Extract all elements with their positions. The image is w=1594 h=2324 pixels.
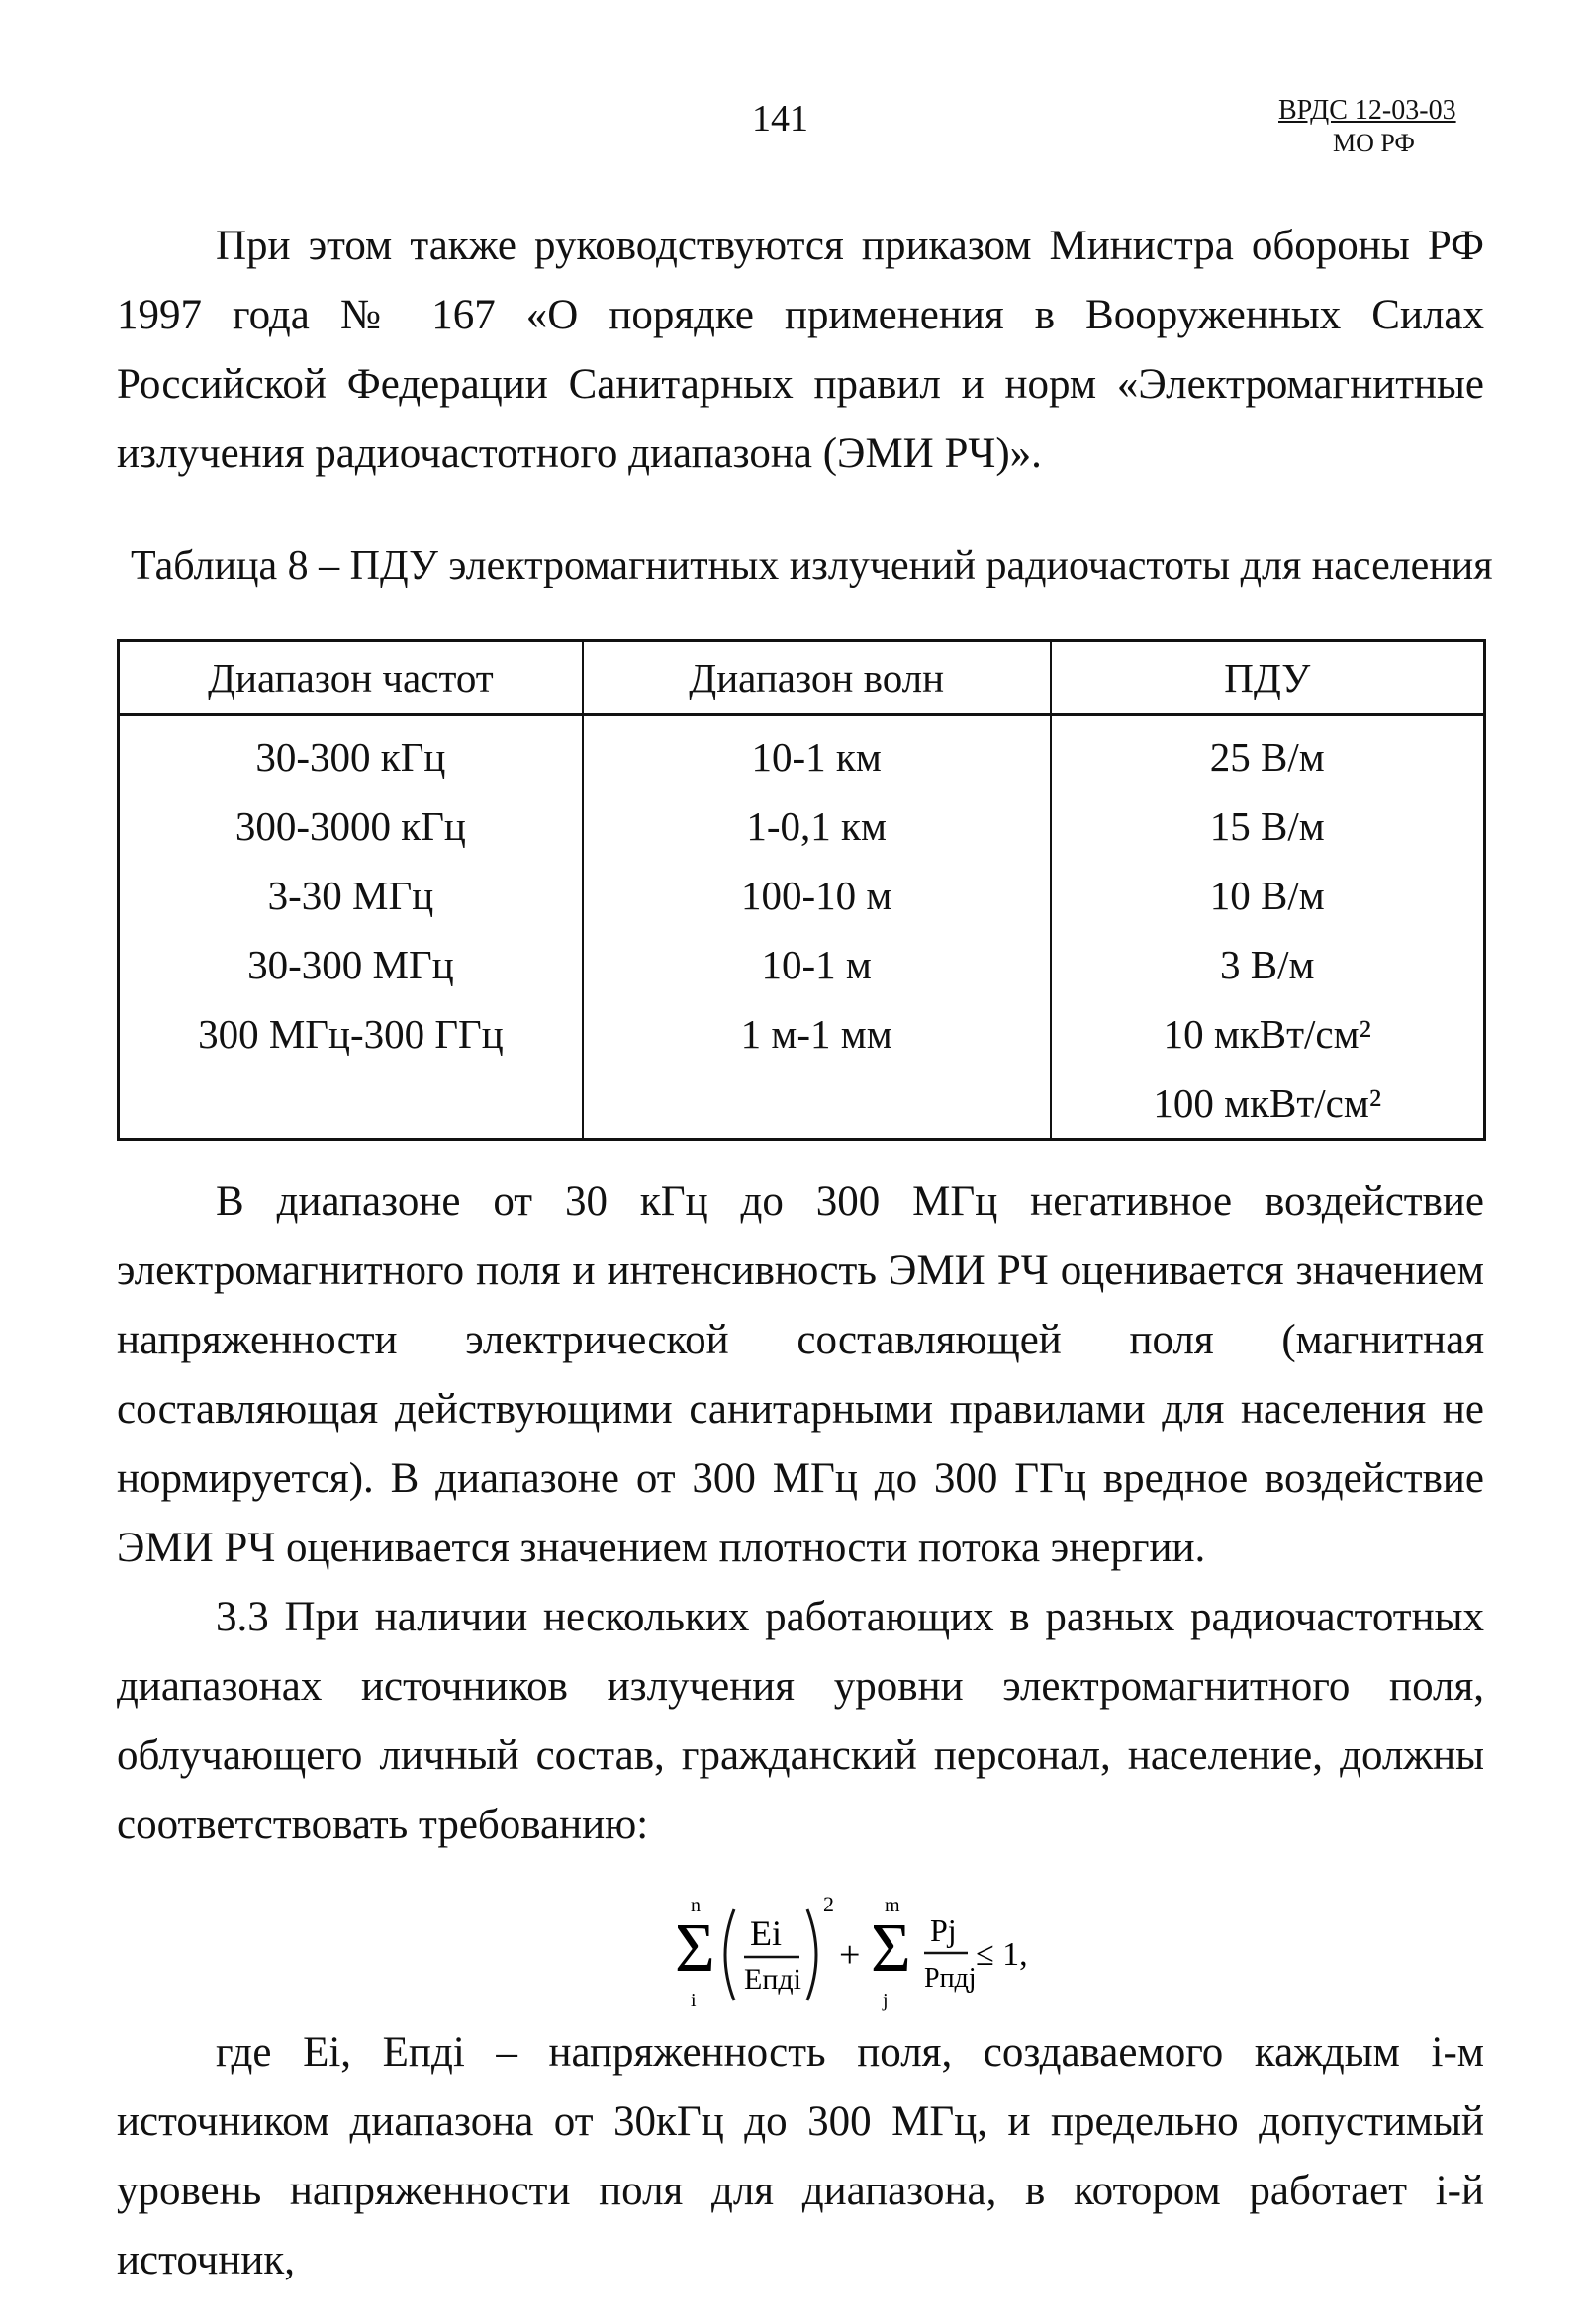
sum2-lower-limit: j xyxy=(883,1990,889,2011)
sigma-symbol: Σ xyxy=(675,1910,715,1987)
paragraph-requirement: 3.3 При наличии нескольких работающих в разных радиочастотных диапазонах источников излучения уровни электромагнитного поля, облучающего личный состав, гражданский персонал, население, должны соответствовать требованию: xyxy=(117,1594,1484,1848)
cell-frequency: 30-300 МГц xyxy=(119,930,583,999)
table-row xyxy=(119,715,1485,792)
table-header-row xyxy=(119,641,1485,715)
table-row xyxy=(119,999,1485,1069)
cell-wave: 10-1 м xyxy=(583,930,1051,999)
cell-wave xyxy=(583,1069,1051,1140)
cell-frequency: 300 МГц-300 ГГц xyxy=(119,999,583,1069)
cell-pdu: 25 В/м xyxy=(1051,715,1485,792)
table-row xyxy=(119,861,1485,930)
cell-wave: 1-0,1 км xyxy=(583,791,1051,861)
cell-frequency xyxy=(119,1069,583,1140)
cell-pdu: 15 В/м xyxy=(1051,791,1485,861)
sum1-lower-limit: i xyxy=(691,1990,697,2011)
exponent: 2 xyxy=(823,1892,834,1916)
cell-pdu: 10 мкВт/см² xyxy=(1051,999,1485,1069)
document-code: ВРДС 12-03-03 xyxy=(1278,95,1456,126)
sigma-symbol: Σ xyxy=(871,1910,911,1987)
table-row xyxy=(119,930,1485,999)
summation-formula xyxy=(673,1892,1069,2016)
right-paren xyxy=(807,1909,816,2000)
cell-pdu: 10 В/м xyxy=(1051,861,1485,930)
cell-frequency: 300-3000 кГц xyxy=(119,791,583,861)
table-caption: Таблица 8 – ПДУ электромагнитных излучений радиочастоты для населения xyxy=(131,543,1493,589)
left-paren xyxy=(725,1909,734,2000)
cell-wave: 1 м-1 мм xyxy=(583,999,1051,1069)
plus-sign: + xyxy=(839,1934,861,1976)
paragraph-definitions: где Ei, Eпдi – напряженность поля, создаваемого каждым i-м источником диапазона от 30кГц до 300 МГц, и предельно допустимый уровень напряженности поля для диапазона, в котором работает i-й источник, xyxy=(117,2029,1484,2283)
fraction2-numerator: Pj xyxy=(930,1912,957,1948)
cell-frequency: 30-300 кГц xyxy=(119,715,583,792)
pdu-table xyxy=(117,639,1486,1141)
page-number: 141 xyxy=(752,98,808,139)
header-frequency-range: Диапазон частот xyxy=(119,641,583,715)
sum1-upper-limit: n xyxy=(691,1895,701,1916)
fraction1-denominator: Eпдi xyxy=(744,1963,801,1996)
header-pdu: ПДУ xyxy=(1051,641,1485,715)
paragraph-order-reference: При этом также руководствуются приказом Министра обороны РФ 1997 года № 167 «О порядке применения в Вооруженных Силах Российской Федерации Санитарных правил и норм «Электромагнитные излучения радиочастотного диапазона (ЭМИ РЧ)». xyxy=(117,223,1484,477)
fraction2-denominator: Pпдj xyxy=(924,1963,977,1994)
fraction1-numerator: Ei xyxy=(750,1913,782,1953)
cell-wave: 10-1 км xyxy=(583,715,1051,792)
cell-pdu: 100 мкВт/см² xyxy=(1051,1069,1485,1140)
cell-frequency: 3-30 МГц xyxy=(119,861,583,930)
header-wave-range: Диапазон волн xyxy=(583,641,1051,715)
inequality-tail: ≤ 1, xyxy=(976,1936,1028,1973)
table-row xyxy=(119,791,1485,861)
paragraph-range-assessment: В диапазоне от 30 кГц до 300 МГц негативное воздействие электромагнитного поля и интенсивность ЭМИ РЧ оценивается значением напряженности электрической составляющей поля (магнитная составляющая действующими санитарными правилами для населения не нормируется). В диапазоне от 300 МГц до 300 ГГц вредное воздействие ЭМИ РЧ оценивается значением плотности потока энергии. xyxy=(117,1178,1484,1571)
cell-wave: 100-10 м xyxy=(583,861,1051,930)
table-row xyxy=(119,1069,1485,1140)
cell-pdu: 3 В/м xyxy=(1051,930,1485,999)
sum2-upper-limit: m xyxy=(885,1895,900,1916)
document-organization: МО РФ xyxy=(1333,129,1415,157)
